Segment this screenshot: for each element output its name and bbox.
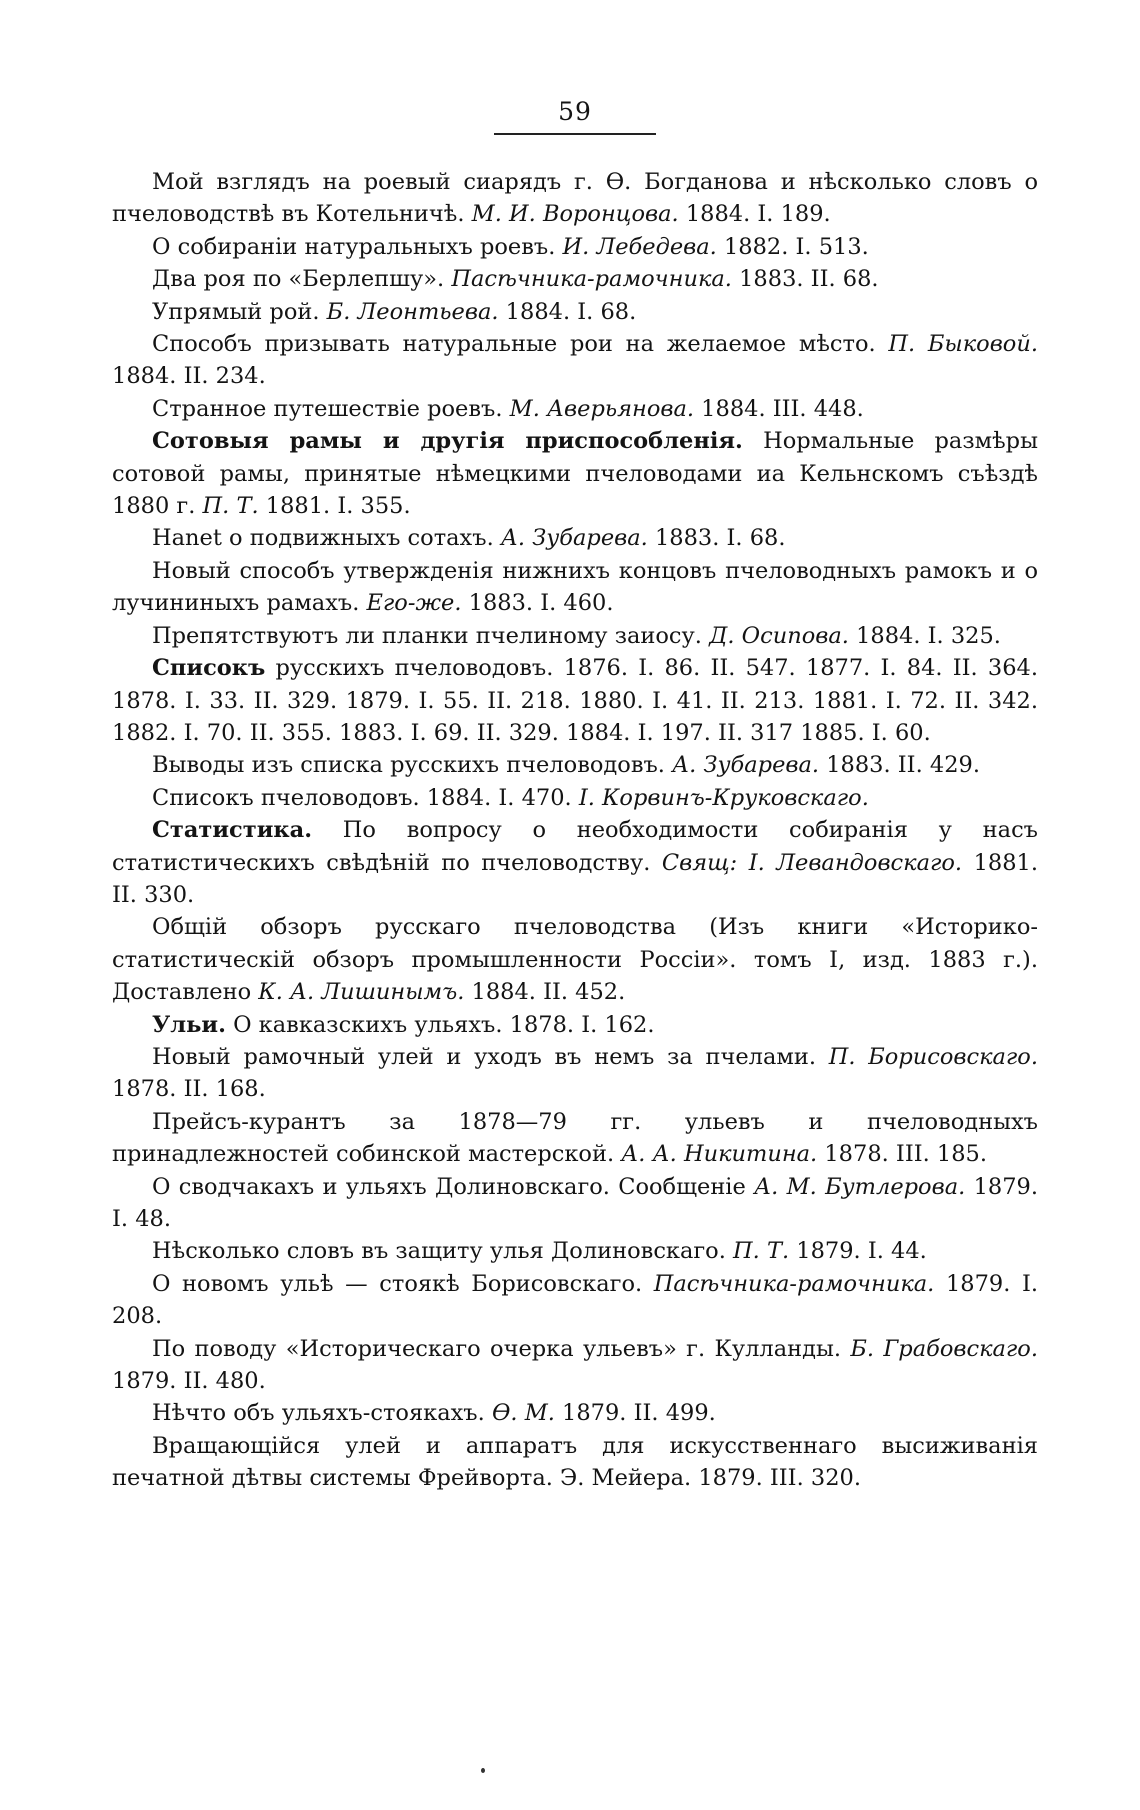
entry-citation: 1879. I. 44. bbox=[789, 1238, 927, 1265]
entry-author: П. Т. bbox=[202, 493, 259, 520]
entry-author: К. А. Лишинымъ. bbox=[258, 979, 465, 1006]
entry-citation: 1878. II. 168. bbox=[112, 1076, 266, 1103]
entry-citation: 1883. II. 429. bbox=[819, 752, 980, 779]
entry-text: Нѣсколько словъ въ защиту улья Долиновскаго. bbox=[152, 1238, 734, 1265]
bibliography-entry bbox=[112, 1333, 1038, 1398]
entry-author: А. М. Бутлерова. bbox=[754, 1173, 966, 1200]
bibliography-list bbox=[112, 166, 1038, 1495]
bibliography-entry bbox=[112, 749, 1038, 781]
entry-author: А. Зубарева. bbox=[672, 752, 820, 779]
section-heading: Статистика. bbox=[152, 817, 313, 844]
entry-citation: 1884. I. 189. bbox=[678, 201, 831, 228]
entry-text: Вращающійся улей и аппаратъ для искусственнаго высиживанія печатной дѣтвы системы Фрейворта. Э. Мейера. 1879. III. 320. bbox=[112, 1432, 1038, 1492]
entry-text: О новомъ ульѣ — стоякѣ Борисовскаго. bbox=[152, 1270, 654, 1297]
bibliography-entry bbox=[112, 911, 1038, 1008]
entry-author: А. Зубарева. bbox=[500, 525, 648, 552]
entry-citation: 1884. I. 325. bbox=[848, 622, 1001, 649]
entry-text: Новый рамочный улей и уходъ въ немъ за пчелами. bbox=[152, 1043, 829, 1070]
entry-author: Б. Грабовскаго. bbox=[850, 1335, 1038, 1362]
bibliography-entry bbox=[112, 393, 1038, 425]
entry-author: Пасѣчника-рамочника. bbox=[451, 266, 732, 293]
entry-author: П. Быковой. bbox=[888, 331, 1038, 358]
entry-text: Прейсъ-курантъ за 1878—79 гг. ульевъ и пчеловодныхъ принадлежностей собинской мастерской. bbox=[112, 1108, 1038, 1168]
section-entry-frames bbox=[112, 425, 1038, 522]
entry-author: А. А. Никитина. bbox=[621, 1141, 818, 1168]
entry-citation: 1882. I. 513. bbox=[716, 233, 869, 260]
entry-citation: 1879. I. 208. bbox=[112, 1270, 1038, 1330]
bibliography-entry bbox=[112, 1171, 1038, 1236]
bibliography-entry bbox=[112, 296, 1038, 328]
page-number-rule bbox=[494, 133, 656, 135]
entry-citation: 1881. I. 355. bbox=[258, 493, 411, 520]
entry-citation: 1878. III. 185. bbox=[817, 1141, 988, 1168]
entry-citation: 1883. I. 68. bbox=[647, 525, 786, 552]
entry-text: Новый способъ утвержденія нижнихъ концовъ пчеловодныхъ рамокъ и о лучининыхъ рамахъ. bbox=[112, 557, 1038, 617]
section-heading: Ульи. bbox=[152, 1011, 226, 1038]
entry-citation: 1884. I. 68. bbox=[498, 298, 637, 325]
entry-author: Его-же. bbox=[366, 590, 462, 617]
entry-text: Hanet о подвижныхъ сотахъ. bbox=[152, 525, 501, 552]
entry-author: П. Т. bbox=[733, 1238, 790, 1265]
bibliography-entry bbox=[112, 1397, 1038, 1429]
bibliography-entry bbox=[112, 1268, 1038, 1333]
bibliography-entry bbox=[112, 1041, 1038, 1106]
entry-text: Списокъ пчеловодовъ. 1884. I. 470. bbox=[152, 784, 579, 811]
entry-citation: 1879. II. 499. bbox=[554, 1400, 716, 1427]
bibliography-entry bbox=[112, 166, 1038, 231]
entry-text: О кавказскихъ ульяхъ. 1878. I. 162. bbox=[225, 1011, 655, 1038]
entry-citation: 1881. II. 330. bbox=[112, 849, 1038, 908]
entry-citation: 1883. I. 460. bbox=[461, 590, 614, 617]
entry-author: П. Борисовскаго. bbox=[828, 1043, 1038, 1070]
entry-text: Нормальные размѣры сотовой рамы, принятые нѣмецкими пчеловодами иа Кельнскомъ съѣздѣ 1880 г. bbox=[112, 428, 1038, 520]
section-entry-statistics bbox=[112, 814, 1038, 911]
section-entry-list bbox=[112, 652, 1038, 749]
entry-citation: 1884. II. 234. bbox=[112, 363, 266, 390]
entry-text: О сводчакахъ и ульяхъ Долиновскаго. Сообщеніе bbox=[152, 1173, 755, 1200]
bibliography-entry bbox=[112, 782, 1038, 814]
entry-author: М. Аверьянова. bbox=[509, 395, 695, 422]
entry-text: Нѣчто объ ульяхъ-стоякахъ. bbox=[152, 1400, 492, 1427]
entry-author: И. Лебедева. bbox=[562, 233, 717, 260]
entry-author: М. И. Воронцова. bbox=[471, 201, 679, 228]
entry-text: По вопросу о необходимости собиранія у насъ статистическихъ свѣдѣній по пчеловодству. bbox=[112, 817, 1038, 876]
entry-text: русскихъ пчеловодовъ. 1876. I. 86. II. 547. 1877. I. 84. II. 364. 1878. I. 33. II. 329. 1879. I. 55. II. 218. 1880. I. 41. II. 213. 1881. I. 72. II. 342. 1882. I. 70. II. 355. 1883. I. 69. II. 329. 1884. I. 197. II. 317 1885. I. 60. bbox=[112, 655, 1038, 746]
page-number: 59 bbox=[558, 97, 592, 126]
entry-text: Общій обзоръ русскаго пчеловодства (Изъ книги «Историко-статистическій обзоръ промышленности Россіи». томъ I, изд. 1883 г.). Доставлено bbox=[112, 914, 1038, 1006]
entry-author: Пасѣчника-рамочника. bbox=[653, 1270, 935, 1297]
entry-author: Б. Леонтьева. bbox=[326, 298, 499, 325]
bibliography-entry bbox=[112, 1106, 1038, 1171]
bibliography-entry bbox=[112, 522, 1038, 554]
bibliography-entry bbox=[112, 620, 1038, 652]
section-entry-hives bbox=[112, 1009, 1038, 1041]
entry-text: Препятствуютъ ли планки пчелиному заиосу. bbox=[152, 622, 710, 649]
entry-text: О собираніи натуральныхъ роевъ. bbox=[152, 233, 563, 260]
entry-author: Д. Осипова. bbox=[709, 622, 849, 649]
bibliography-entry bbox=[112, 1430, 1038, 1495]
entry-citation: 1883. II. 68. bbox=[731, 266, 879, 293]
bibliography-entry bbox=[112, 555, 1038, 620]
entry-text: Упрямый рой. bbox=[152, 298, 327, 325]
ink-speck bbox=[481, 1768, 485, 1773]
bibliography-entry bbox=[112, 328, 1038, 393]
section-heading: Сотовыя рамы и другія приспособленія. bbox=[152, 428, 743, 455]
entry-text: Способъ призывать натуральные рои на желаемое мѣсто. bbox=[152, 331, 889, 358]
entry-citation: 1884. III. 448. bbox=[694, 395, 864, 422]
entry-text: По поводу «Историческаго очерка ульевъ» г. Кулланды. bbox=[152, 1335, 851, 1362]
entry-citation: 1879. II. 480. bbox=[112, 1368, 266, 1395]
entry-citation: 1884. II. 452. bbox=[464, 979, 626, 1006]
bibliography-entry bbox=[112, 1235, 1038, 1267]
bibliography-entry bbox=[112, 231, 1038, 263]
entry-author: Ѳ. М. bbox=[491, 1400, 555, 1427]
entry-text: Два роя по «Берлепшу». bbox=[152, 266, 452, 293]
entry-citation: 1879. I. 48. bbox=[112, 1173, 1038, 1232]
bibliography-entry bbox=[112, 263, 1038, 295]
entry-author: Свящ: I. Левандовскаго. bbox=[661, 849, 963, 876]
entry-text: Странное путешествіе роевъ. bbox=[152, 395, 510, 422]
entry-text: Мой взглядъ на роевый сиарядъ г. Ѳ. Богданова и нѣсколько словъ о пчеловодствѣ въ Котельничѣ. bbox=[112, 169, 1038, 228]
entry-author: I. Корвинъ-Круковскаго. bbox=[578, 784, 869, 811]
section-heading: Списокъ bbox=[152, 655, 266, 682]
entry-text: Выводы изъ списка русскихъ пчеловодовъ. bbox=[152, 752, 673, 779]
